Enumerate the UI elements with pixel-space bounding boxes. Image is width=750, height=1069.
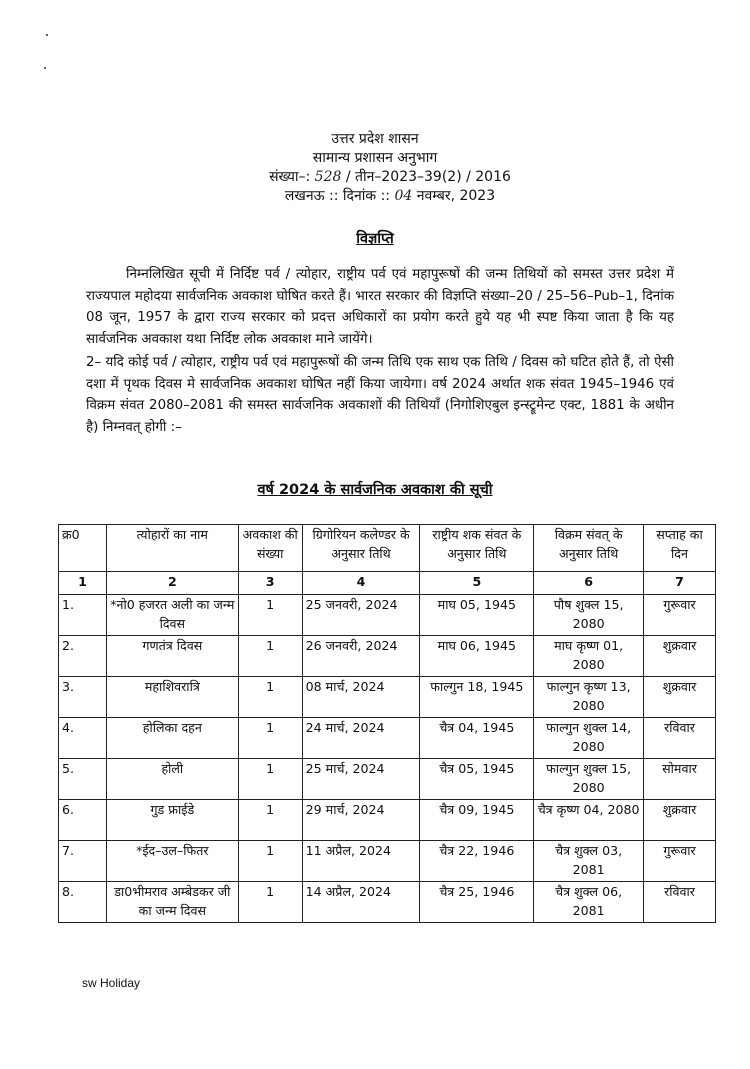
govt-header bbox=[0, 130, 750, 206]
weekday-cell: सोमवार bbox=[644, 759, 716, 800]
festival-cell: गणतंत्र दिवस bbox=[106, 636, 238, 677]
reference-number: संख्या–: 528 / तीन–2023–39(2) / 2016 bbox=[269, 169, 511, 185]
serial-cell: 5. bbox=[59, 759, 107, 800]
header-festival-name: त्योहारों का नाम bbox=[106, 525, 238, 572]
gregorian-cell: 14 अप्रैल, 2024 bbox=[302, 882, 420, 923]
table-row bbox=[59, 677, 716, 718]
count-cell: 1 bbox=[238, 677, 302, 718]
shaka-cell: चैत्र 25, 1946 bbox=[420, 882, 534, 923]
shaka-cell: माघ 05, 1945 bbox=[420, 595, 534, 636]
festival-cell: होली bbox=[106, 759, 238, 800]
gregorian-cell: 29 मार्च, 2024 bbox=[302, 800, 420, 841]
shaka-cell: चैत्र 04, 1945 bbox=[420, 718, 534, 759]
festival-cell: महाशिवरात्रि bbox=[106, 677, 238, 718]
list-title: वर्ष 2024 के सार्वजनिक अवकाश की सूची bbox=[257, 482, 493, 498]
gregorian-cell: 26 जनवरी, 2024 bbox=[302, 636, 420, 677]
table-row bbox=[59, 595, 716, 636]
column-number: 6 bbox=[534, 572, 644, 595]
column-number: 3 bbox=[238, 572, 302, 595]
count-cell: 1 bbox=[238, 882, 302, 923]
handwritten-number: 528 bbox=[314, 169, 342, 185]
column-number: 1 bbox=[59, 572, 107, 595]
festival-cell: *नो0 हजरत अली का जन्म दिवस bbox=[106, 595, 238, 636]
handwritten-day: 04 bbox=[394, 188, 413, 204]
gregorian-cell: 25 मार्च, 2024 bbox=[302, 759, 420, 800]
header-shaka-date: राष्ट्रीय शक संवत के अनुसार तिथि bbox=[420, 525, 534, 572]
header-weekday: सप्ताह का दिन bbox=[644, 525, 716, 572]
table-row bbox=[59, 718, 716, 759]
header-gregorian-date: ग्रिगोरियन कलेण्डर के अनुसार तिथि bbox=[302, 525, 420, 572]
gregorian-cell: 11 अप्रैल, 2024 bbox=[302, 841, 420, 882]
vikram-cell: पौष शुक्ल 15, 2080 bbox=[534, 595, 644, 636]
festival-cell: *ईद–उल–फितर bbox=[106, 841, 238, 882]
govt-name: उत्तर प्रदेश शासन bbox=[331, 131, 419, 147]
paragraph-2: 2– यदि कोई पर्व / त्योहार, राष्ट्रीय पर्व एवं महापुरूषों की जन्म तिथि एक साथ एक तिथि / दिवस को घटित होते हैं, तो ऐसी दशा में पृथक दिवस मे सार्वजनिक अवकाश घोषित नहीं किया जायेगा। वर्ष 2024 अर्थात शक संवत 1945–1946 एवं विक्रम संवत 2080–2081 की समस्त सार्वजनिक अवकाशों की तिथियाँ (निगोशिएबुल इन्स्ट्रूमेन्ट एक्ट, 1881 के अधीन है) निम्नवत् होगी :– bbox=[86, 355, 674, 435]
count-cell: 1 bbox=[238, 595, 302, 636]
serial-cell: 2. bbox=[59, 636, 107, 677]
vikram-cell: फाल्गुन शुक्ल 15, 2080 bbox=[534, 759, 644, 800]
notice-title: विज्ञप्ति bbox=[356, 231, 394, 247]
table-header-row bbox=[59, 525, 716, 572]
column-number: 4 bbox=[302, 572, 420, 595]
weekday-cell: शुक्रवार bbox=[644, 636, 716, 677]
vikram-cell: माघ कृष्ण 01, 2080 bbox=[534, 636, 644, 677]
footer-note: sw Holiday bbox=[82, 976, 141, 990]
vikram-cell: चैत्र शुक्ल 03, 2081 bbox=[534, 841, 644, 882]
table-row bbox=[59, 759, 716, 800]
shaka-cell: चैत्र 22, 1946 bbox=[420, 841, 534, 882]
serial-cell: 7. bbox=[59, 841, 107, 882]
serial-cell: 3. bbox=[59, 677, 107, 718]
serial-cell: 8. bbox=[59, 882, 107, 923]
table-row bbox=[59, 882, 716, 923]
holiday-table bbox=[58, 524, 716, 923]
weekday-cell: रविवार bbox=[644, 882, 716, 923]
weekday-cell: शुक्रवार bbox=[644, 677, 716, 718]
weekday-cell: रविवार bbox=[644, 718, 716, 759]
shaka-cell: चैत्र 05, 1945 bbox=[420, 759, 534, 800]
shaka-cell: माघ 06, 1945 bbox=[420, 636, 534, 677]
count-cell: 1 bbox=[238, 759, 302, 800]
table-row bbox=[59, 636, 716, 677]
count-cell: 1 bbox=[238, 800, 302, 841]
vikram-cell: फाल्गुन कृष्ण 13, 2080 bbox=[534, 677, 644, 718]
vikram-cell: चैत्र कृष्ण 04, 2080 bbox=[534, 800, 644, 841]
column-number-row bbox=[59, 572, 716, 595]
vikram-cell: फाल्गुन शुक्ल 14, 2080 bbox=[534, 718, 644, 759]
serial-cell: 6. bbox=[59, 800, 107, 841]
gregorian-cell: 24 मार्च, 2024 bbox=[302, 718, 420, 759]
paragraph-1: निम्नलिखित सूची में निर्दिष्ट पर्व / त्योहार, राष्ट्रीय पर्व एवं महापुरूषों की जन्म तिथियों को समस्त उत्तर प्रदेश में राज्यपाल महोदया सार्वजनिक अवकाश घोषित करते हैं। भारत सरकार की विज्ञप्ति संख्या–20 / 25–56–Pub–1, दिनांक 08 जून, 1957 के द्वारा राज्य सरकार को प्रदत्त अधिकारों का प्रयोग करते हुये यह भी स्पष्ट किया जाता है कि यह सार्वजनिक अवकाश यथा निर्दिष्ट लोक अवकाश माने जायेंगे। bbox=[86, 267, 674, 347]
festival-cell: होलिका दहन bbox=[106, 718, 238, 759]
column-number: 7 bbox=[644, 572, 716, 595]
weekday-cell: शुक्रवार bbox=[644, 800, 716, 841]
table-row bbox=[59, 841, 716, 882]
weekday-cell: गुरूवार bbox=[644, 595, 716, 636]
gregorian-cell: 08 मार्च, 2024 bbox=[302, 677, 420, 718]
serial-cell: 4. bbox=[59, 718, 107, 759]
header-vikram-date: विक्रम संवत् के अनुसार तिथि bbox=[534, 525, 644, 572]
festival-cell: गुड फ्राईडे bbox=[106, 800, 238, 841]
header-serial: क्र0 bbox=[59, 525, 107, 572]
column-number: 2 bbox=[106, 572, 238, 595]
department-name: सामान्य प्रशासन अनुभाग bbox=[312, 150, 438, 166]
shaka-cell: चैत्र 09, 1945 bbox=[420, 800, 534, 841]
issue-date: लखनऊ :: दिनांक :: 04 नवम्बर, 2023 bbox=[284, 188, 496, 204]
vikram-cell: चैत्र शुक्ल 06, 2081 bbox=[534, 882, 644, 923]
count-cell: 1 bbox=[238, 718, 302, 759]
weekday-cell: गुरूवार bbox=[644, 841, 716, 882]
table-row bbox=[59, 800, 716, 841]
scan-speck bbox=[46, 34, 48, 36]
shaka-cell: फाल्गुन 18, 1945 bbox=[420, 677, 534, 718]
scan-speck bbox=[44, 67, 46, 69]
header-holiday-count: अवकाश की संख्या bbox=[238, 525, 302, 572]
column-number: 5 bbox=[420, 572, 534, 595]
gregorian-cell: 25 जनवरी, 2024 bbox=[302, 595, 420, 636]
festival-cell: डा0भीमराव अम्बेडकर जी का जन्म दिवस bbox=[106, 882, 238, 923]
count-cell: 1 bbox=[238, 636, 302, 677]
count-cell: 1 bbox=[238, 841, 302, 882]
serial-cell: 1. bbox=[59, 595, 107, 636]
notice-body bbox=[86, 264, 674, 438]
